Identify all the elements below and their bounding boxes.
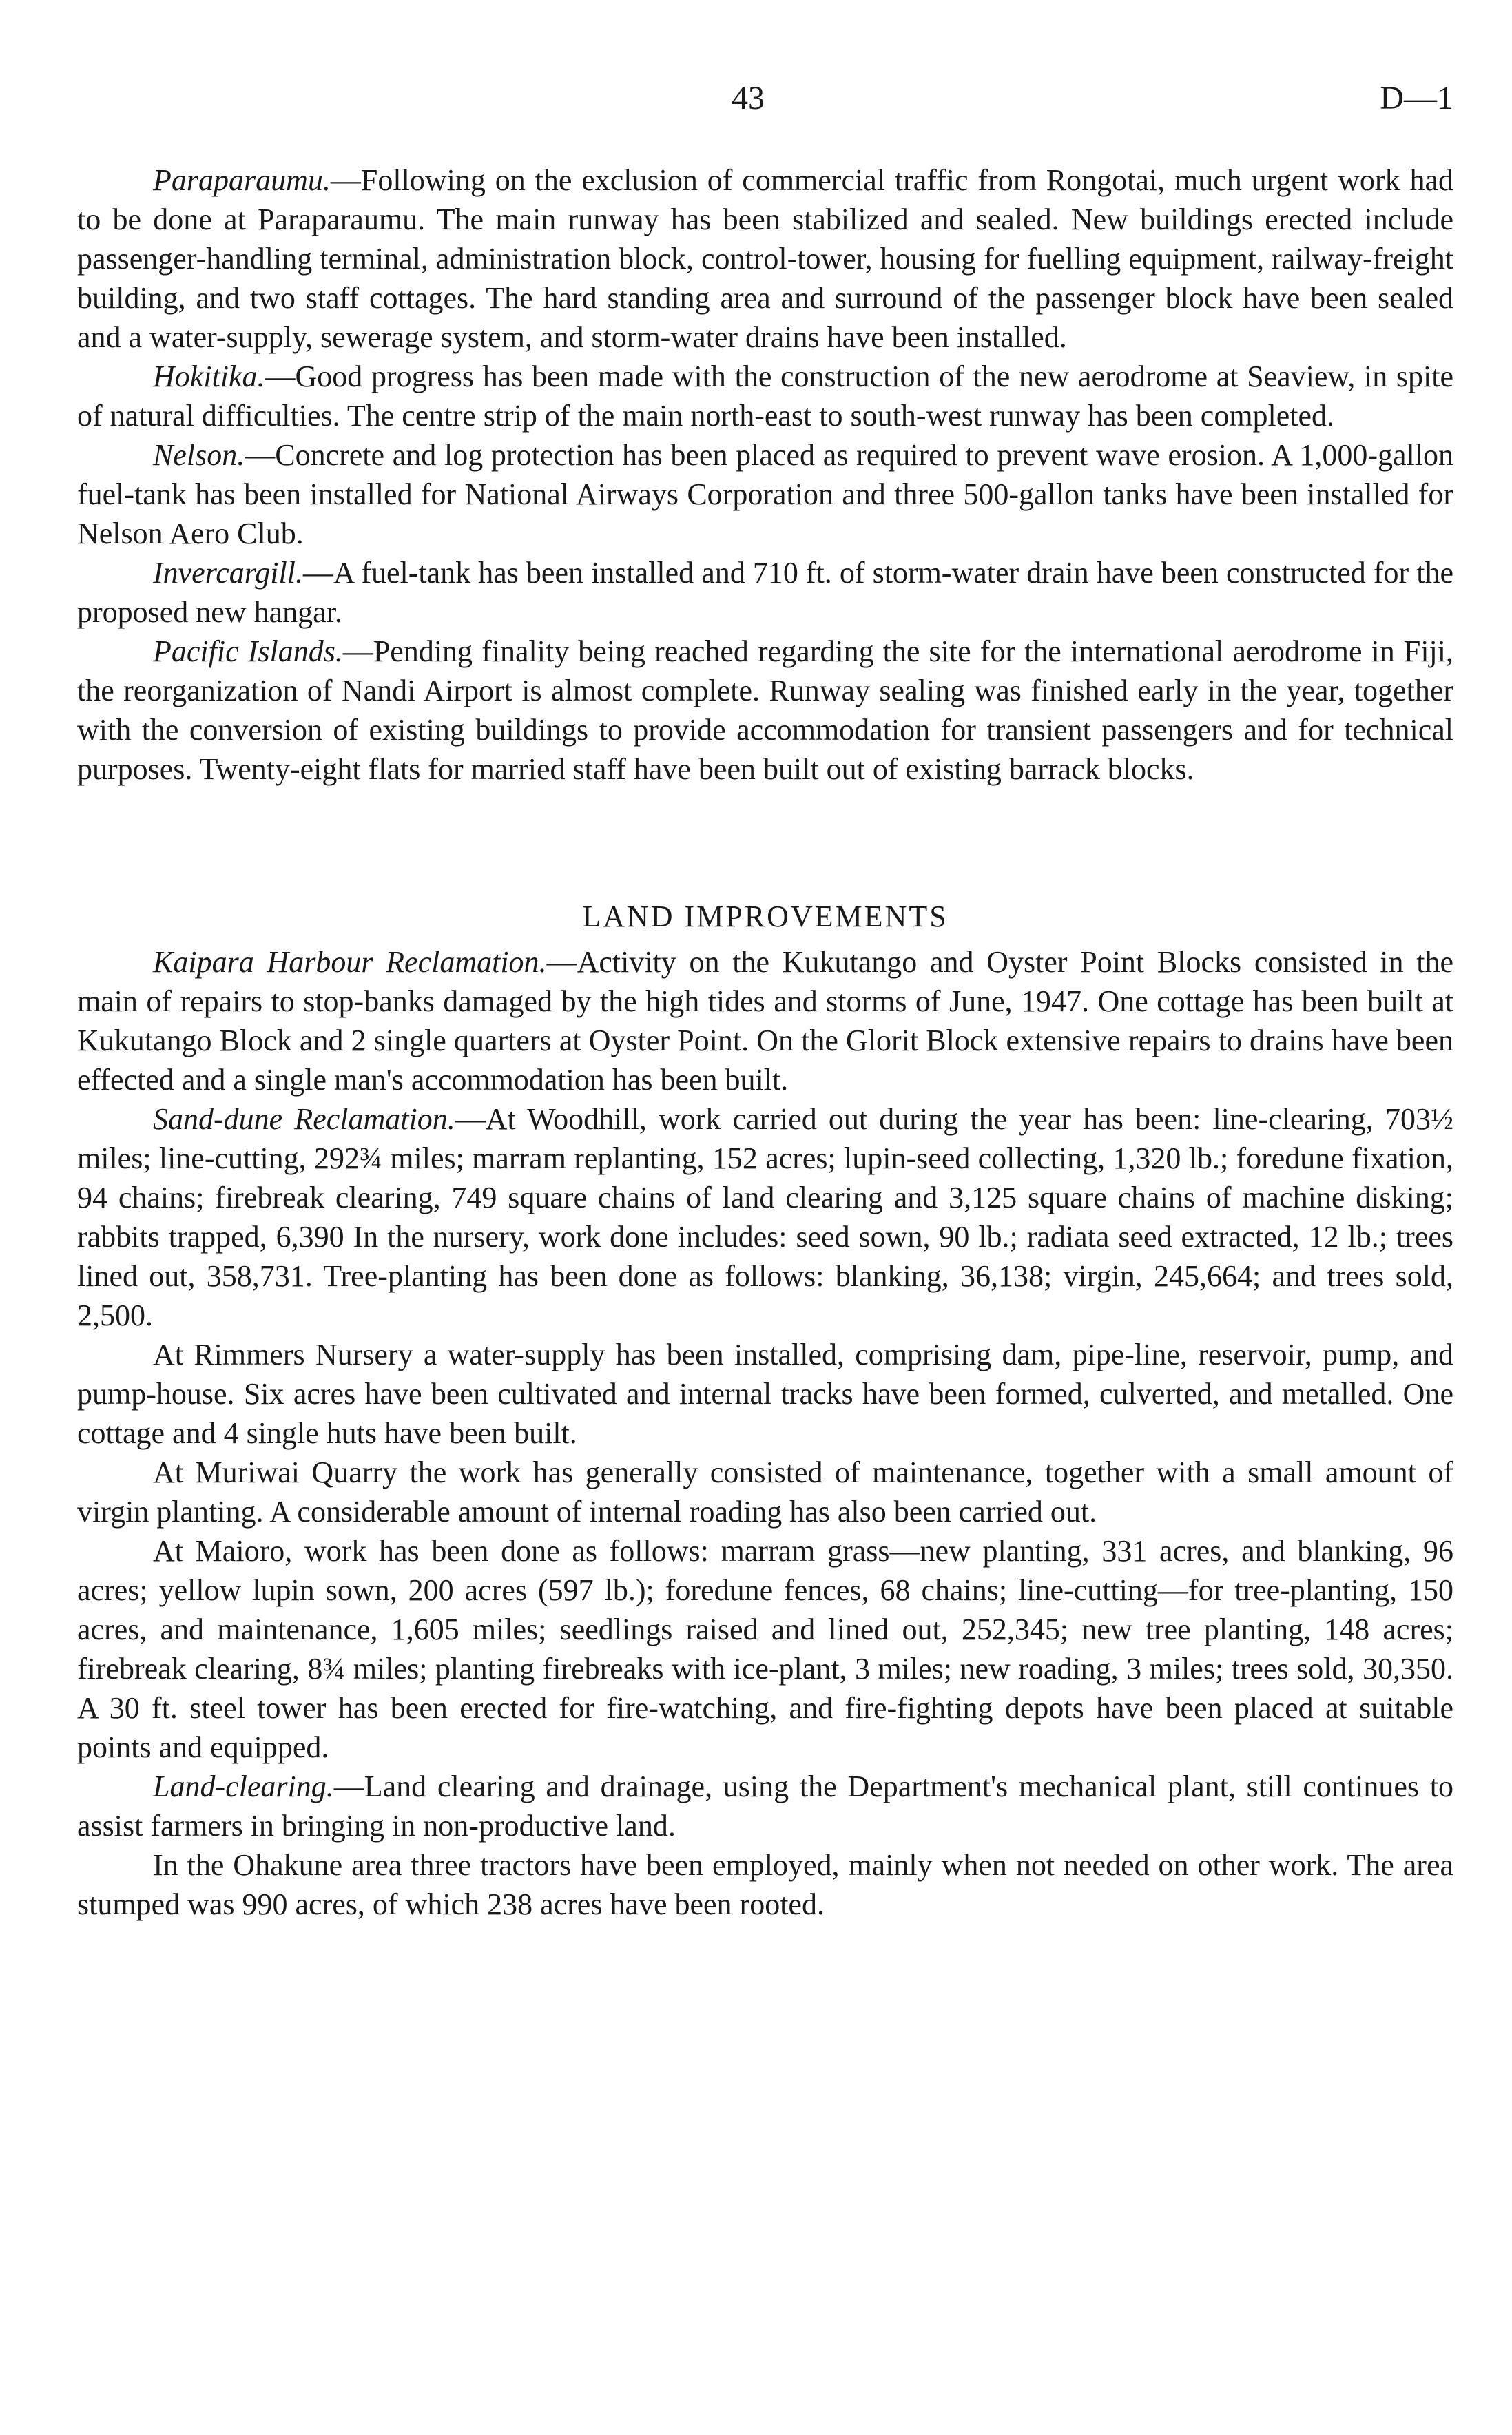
- paragraph-lead: Paraparaumu.: [153, 163, 331, 197]
- paragraph-body: At Muriwai Quarry the work has generally consisted of maintenance, together with a small amount of virgin planting. A considerable amount of internal roading has also been carried out.: [77, 1455, 1453, 1529]
- paragraph-lead: Hokitika.: [153, 360, 265, 393]
- document-page: [77, 65, 1453, 1924]
- paragraph-body: At Maioro, work has been done as follows: marram grass—new planting, 331 acres, and blanking, 96 acres; yellow lupin sown, 200 acres (597 lb.); foredune fences, 68 chains; line-cutting—for tree-planting, 150 acres, and maintenance, 1,605 miles; seedlings raised and lined out, 252,345; new tree planting, 148 acres; firebreak clearing, 8¾ miles; planting firebreaks with ice-plant, 3 miles; new roading, 3 miles; trees sold, 30,350. A 30 ft. steel tower has been erected for fire-watching, and fire-fighting depots have been placed at suitable points and equipped.: [77, 1534, 1453, 1764]
- paragraph-body: —Following on the exclusion of commercial traffic from Rongotai, much urgent work had to be done at Paraparaumu. The main runway has been stabilized and sealed. New buildings erected include passenger-handling terminal, administration block, control-tower, housing for fuelling equipment, railway-freight building, and two staff cottages. The hard standing area and surround of the passenger block have been sealed and a water-supply, sewerage system, and storm-water drains have been installed.: [77, 163, 1453, 354]
- paragraph-invercargill: [77, 553, 1453, 632]
- land-improvements-section: [77, 942, 1453, 1924]
- paragraph-paraparaumu: [77, 160, 1453, 357]
- paragraph-pacific-islands: [77, 632, 1453, 789]
- paragraph-lead: Invercargill.: [153, 556, 303, 590]
- paragraph-lead: Nelson.: [153, 438, 245, 472]
- section-heading: LAND IMPROVEMENTS: [582, 900, 949, 933]
- document-reference: D—1: [1380, 80, 1453, 116]
- paragraph-body: —Pending finality being reached regarding the site for the international aerodrome in Fiji, the reorganization of Nandi Airport is almost complete. Runway sealing was finished early in the year, together with the conversion of existing buildings to provide accommodation for transient passengers and for technical purposes. Twenty-eight flats for married staff have been built out of existing barrack blocks.: [77, 634, 1454, 786]
- paragraph-maioro: [77, 1531, 1453, 1767]
- paragraph-body: —At Woodhill, work carried out during the year has been: line-clearing, 703½ miles; line-cutting, 292¾ miles; marram replanting, 152 acres; lupin-seed collecting, 1,320 lb.; foredune fixation, 94 chains; firebreak clearing, 749 square chains of land clearing and 3,125 square chains of machine disking; rabbits trapped, 6,390 In the nursery, work done includes: seed sown, 90 lb.; radiata seed extracted, 12 lb.; trees lined out, 358,731. Tree-planting has been done as follows: blanking, 36,138; virgin, 245,664; and trees sold, 2,500.: [77, 1102, 1453, 1332]
- paragraph-body: In the Ohakune area three tractors have been employed, mainly when not needed on other work. The area stumped was 990 acres, of which 238 acres have been rooted.: [77, 1848, 1453, 1921]
- paragraph-hokitika: [77, 357, 1453, 435]
- paragraph-ohakune: [77, 1845, 1453, 1924]
- paragraph-land-clearing: [77, 1767, 1453, 1845]
- paragraph-sand-dune: [77, 1099, 1453, 1335]
- paragraph-lead: Pacific Islands.: [153, 634, 343, 668]
- aerodromes-section: [77, 160, 1453, 789]
- paragraph-muriwai: [77, 1453, 1453, 1531]
- paragraph-body: At Rimmers Nursery a water-supply has been installed, comprising dam, pipe-line, reservoir, pump, and pump-house. Six acres have been cultivated and internal tracks have been formed, culverted, and metalled. One cottage and 4 single huts have been built.: [77, 1338, 1453, 1450]
- paragraph-body: —A fuel-tank has been installed and 710 ft. of storm-water drain have been constructed for the proposed new hangar.: [77, 556, 1453, 629]
- page-number: 43: [732, 80, 765, 116]
- paragraph-body: —Activity on the Kukutango and Oyster Point Blocks consisted in the main of repairs to stop-banks damaged by the high tides and storms of June, 1947. One cottage has been built at Kukutango Block and 2 single quarters at Oyster Point. On the Glorit Block extensive repairs to drains have been effected and a single man's accommodation has been built.: [77, 945, 1453, 1097]
- paragraph-rimmers: [77, 1335, 1453, 1453]
- paragraph-kaipara: [77, 942, 1453, 1099]
- paragraph-lead: Sand-dune Reclamation.: [153, 1102, 455, 1136]
- paragraph-body: —Land clearing and drainage, using the Department's mechanical plant, still continues to assist farmers in bringing in non-productive land.: [77, 1770, 1453, 1843]
- paragraph-nelson: [77, 435, 1453, 553]
- paragraph-lead: Land-clearing.: [153, 1770, 334, 1803]
- page-header: [77, 65, 1453, 127]
- paragraph-body: —Good progress has been made with the construction of the new aerodrome at Seaview, in spite of natural difficulties. The centre strip of the main north-east to south-west runway has been completed.: [77, 360, 1453, 433]
- paragraph-lead: Kaipara Harbour Reclamation.: [153, 945, 547, 979]
- paragraph-body: —Concrete and log protection has been placed as required to prevent wave erosion. A 1,000-gallon fuel-tank has been installed for National Airways Corporation and three 500-gallon tanks have been installed for Nelson Aero Club.: [77, 438, 1453, 550]
